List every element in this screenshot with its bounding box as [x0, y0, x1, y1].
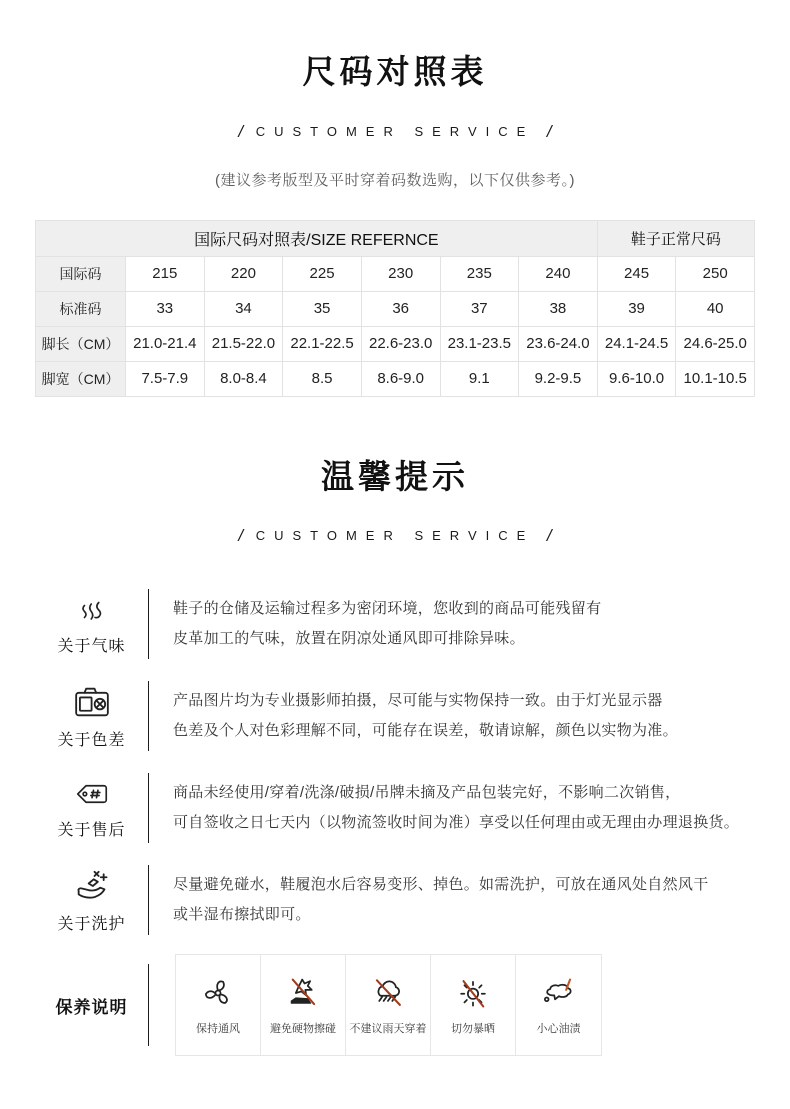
size-cell: 225 [283, 256, 362, 291]
tip-item-odor [35, 578, 770, 670]
oil-stain-icon [540, 974, 578, 1012]
tip-text-line: 鞋子的仓储及运输过程多为密闭环境，您收到的商品可能残留有 [173, 600, 602, 618]
size-cell: 240 [519, 256, 598, 291]
size-cell: 36 [361, 291, 440, 326]
size-cell: 230 [361, 256, 440, 291]
size-cell: 24.6-25.0 [676, 326, 755, 361]
tip-left-color [35, 682, 148, 750]
tip-item-color [35, 670, 770, 762]
table-row-foot-width [36, 361, 755, 396]
subtitle-text: CUSTOMER SERVICE [255, 528, 535, 544]
tip-left-washcare [35, 866, 148, 934]
size-cell: 8.0-8.4 [204, 361, 283, 396]
tip-label: 关于色差 [57, 732, 126, 750]
row-label: 脚宽（CM） [36, 361, 126, 396]
size-cell: 9.6-10.0 [597, 361, 676, 396]
table-header-left: 国际尺码对照表/SIZE REFERNCE [36, 220, 598, 256]
tip-text-aftersale [149, 778, 739, 838]
size-cell: 235 [440, 256, 519, 291]
size-cell: 8.5 [283, 361, 362, 396]
slash-decoration: / [546, 526, 552, 546]
care-item-label: 保持通风 [196, 1023, 240, 1036]
tip-text-color [149, 686, 678, 746]
size-cell: 220 [204, 256, 283, 291]
tip-item-washcare [35, 854, 770, 946]
table-row-intl-size [36, 256, 755, 291]
size-cell: 21.0-21.4 [126, 326, 205, 361]
care-section [35, 954, 770, 1056]
size-section-header [0, 0, 790, 190]
care-item-ventilation [176, 955, 261, 1055]
tip-label: 关于洗护 [57, 916, 126, 934]
customer-service-subtitle [0, 122, 790, 142]
size-cell: 40 [676, 291, 755, 326]
care-item-label: 小心油渍 [536, 1023, 581, 1036]
size-cell: 24.1-24.5 [597, 326, 676, 361]
tip-left-aftersale [35, 776, 148, 840]
hand-wash-icon [72, 866, 112, 906]
slash-decoration: / [238, 121, 244, 141]
rain-cloud-icon [369, 974, 407, 1012]
row-label: 脚长（CM） [36, 326, 126, 361]
size-cell: 23.6-24.0 [519, 326, 598, 361]
size-section-title: 尺码对照表 [302, 53, 488, 90]
care-item-label: 不建议雨天穿着 [349, 1023, 427, 1036]
care-label: 保养说明 [55, 997, 128, 1017]
size-cell: 9.1 [440, 361, 519, 396]
table-row-foot-length [36, 326, 755, 361]
size-cell: 34 [204, 291, 283, 326]
size-cell: 250 [676, 256, 755, 291]
table-header-right: 鞋子正常尺码 [597, 220, 754, 256]
tip-text-line: 产品图片均为专业摄影师拍摄，尽可能与实物保持一致。由于灯光显示器 [173, 692, 663, 710]
camera-icon [72, 682, 112, 722]
subtitle-text: CUSTOMER SERVICE [255, 123, 535, 139]
care-items [175, 954, 602, 1056]
tip-text-odor [149, 594, 601, 654]
tip-text-washcare [149, 870, 709, 930]
tip-label: 关于售后 [57, 822, 126, 840]
size-cell: 7.5-7.9 [126, 361, 205, 396]
size-cell: 22.6-23.0 [361, 326, 440, 361]
tip-label: 关于气味 [57, 638, 126, 656]
size-note: (建议参考版型及平时穿着码数选购，以下仅供参考。) [215, 171, 575, 189]
tips-list [0, 578, 790, 946]
table-row-standard-size [36, 291, 755, 326]
tips-section-title: 温馨提示 [321, 457, 469, 495]
size-cell: 38 [519, 291, 598, 326]
size-table [35, 220, 755, 397]
tip-item-aftersale [35, 762, 770, 854]
slash-decoration: / [546, 121, 552, 141]
tips-section-header [0, 397, 790, 547]
sun-icon [454, 974, 492, 1012]
row-label: 国际码 [36, 256, 126, 291]
slash-decoration: / [238, 526, 244, 546]
care-item-oil-stain [516, 955, 601, 1055]
size-cell: 245 [597, 256, 676, 291]
table-header-row [36, 220, 755, 256]
care-item-no-sun [431, 955, 516, 1055]
size-cell: 37 [440, 291, 519, 326]
tip-text-line: 商品未经使用/穿着/洗涤/破损/吊牌未摘及产品包装完好，不影响二次销售， [173, 784, 681, 802]
price-tag-icon [72, 776, 112, 812]
size-cell: 22.1-22.5 [283, 326, 362, 361]
customer-service-subtitle [0, 526, 790, 546]
size-cell: 215 [126, 256, 205, 291]
odor-icon [74, 592, 110, 628]
tip-text-line: 色差及个人对色彩理解不同，可能存在误差，敬请谅解，颜色以实物为准。 [173, 722, 678, 740]
care-item-avoid-scrape [261, 955, 346, 1055]
care-item-no-rain [346, 955, 431, 1055]
tip-left-odor [35, 592, 148, 656]
tip-text-line: 或半湿布擦拭即可。 [173, 906, 311, 924]
shoe-scrape-icon [284, 974, 322, 1012]
size-cell: 9.2-9.5 [519, 361, 598, 396]
fan-icon [199, 974, 237, 1012]
size-cell: 33 [126, 291, 205, 326]
size-cell: 8.6-9.0 [361, 361, 440, 396]
care-item-label: 切勿暴晒 [451, 1023, 495, 1036]
size-cell: 23.1-23.5 [440, 326, 519, 361]
size-cell: 35 [283, 291, 362, 326]
tip-text-line: 尽量避免碰水，鞋履泡水后容易变形、掉色。如需洗护，可放在通风处自然风干 [173, 876, 709, 894]
row-label: 标准码 [36, 291, 126, 326]
size-cell: 21.5-22.0 [204, 326, 283, 361]
tip-text-line: 可自签收之日七天内（以物流签收时间为准）享受以任何理由或无理由办理退换货。 [173, 814, 740, 832]
size-cell: 10.1-10.5 [676, 361, 755, 396]
size-cell: 39 [597, 291, 676, 326]
tip-text-line: 皮革加工的气味，放置在阴凉处通风即可排除异味。 [173, 630, 525, 648]
care-divider [148, 964, 149, 1046]
care-item-label: 避免硬物擦碰 [270, 1023, 336, 1036]
care-left [35, 993, 148, 1018]
